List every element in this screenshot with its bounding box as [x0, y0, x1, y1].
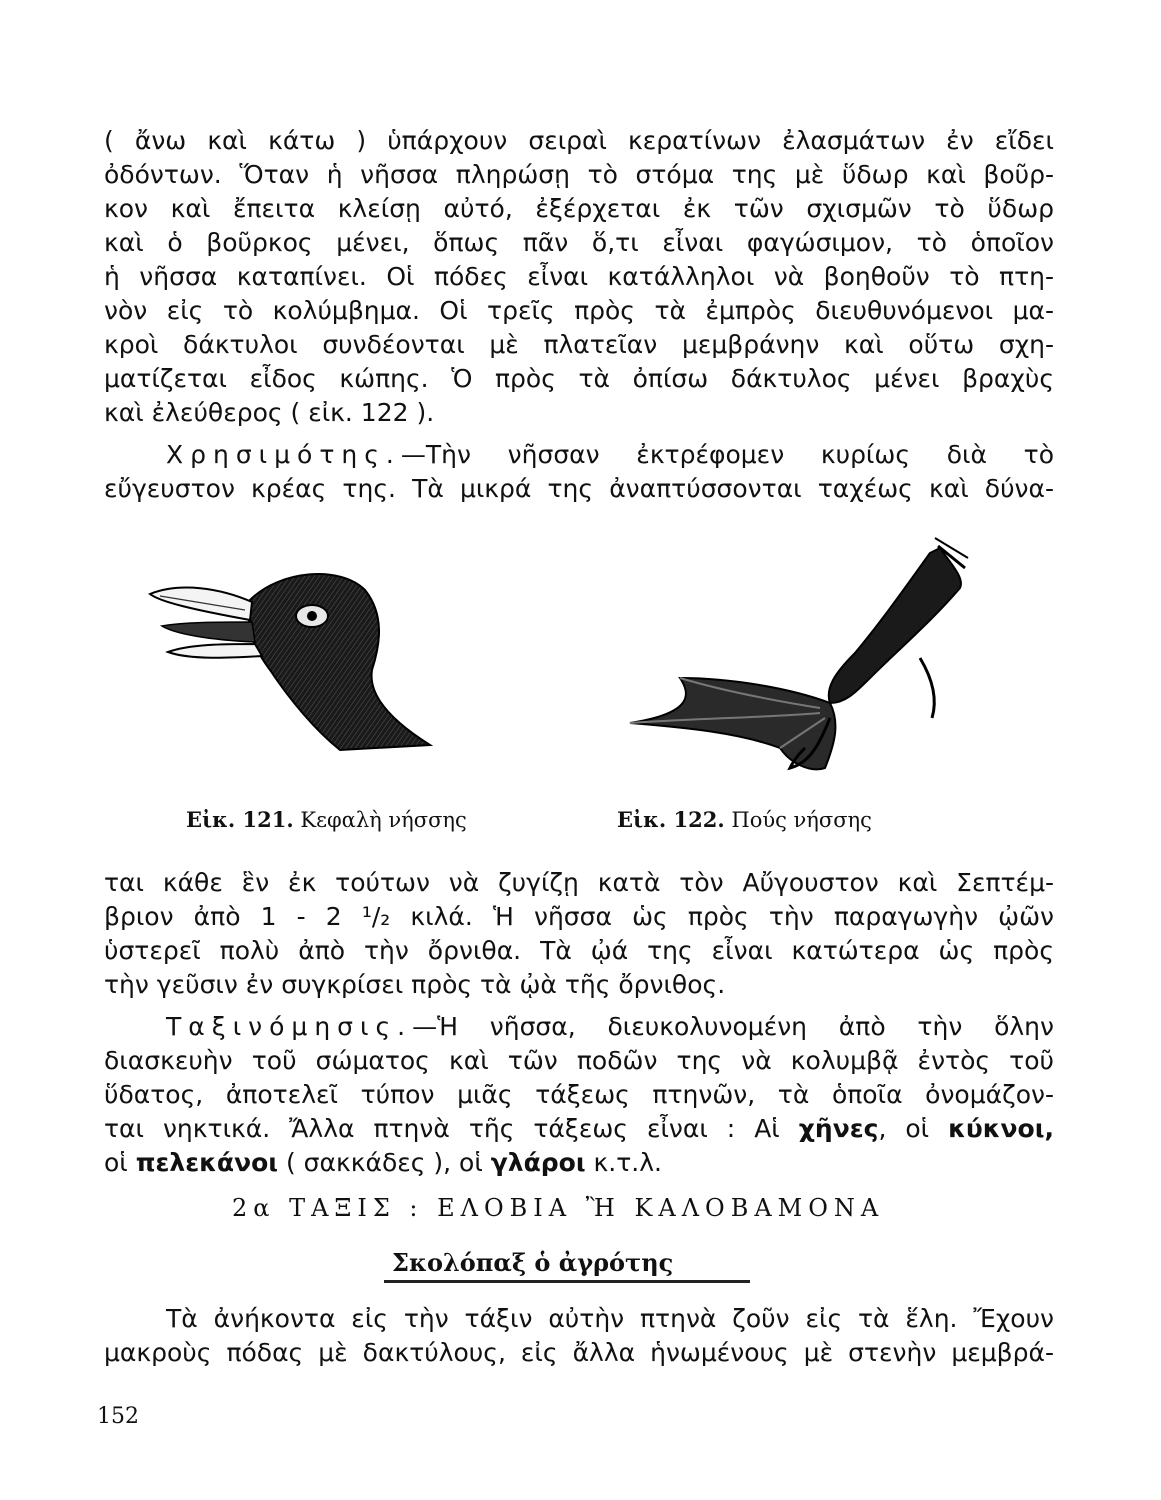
text-line [104, 1146, 1054, 1180]
text-span: ται νηκτικά. Ἄλλα πτηνὰ τῆς τάξεως εἶναι : Αἱ [104, 1114, 780, 1143]
classification-first-line [104, 1010, 1054, 1044]
text-line: ( ἄνω καὶ κάτω ) ὑπάρχουν σειραὶ κερατίνων ἐλασμάτων ἐν εἴδει [104, 126, 1054, 155]
text-line: ἡ νῆσσα καταπίνει. Οἱ πόδες εἶναι κατάλληλοι νὰ βοηθοῦν τὸ πτη- [104, 262, 1054, 291]
usefulness-paragraph [104, 438, 1054, 506]
duck-foot-illustration [620, 528, 980, 788]
classification-paragraph [104, 1010, 1054, 1180]
text-span: οἱ [104, 1148, 128, 1177]
text-line: καὶ ἐλεύθερος ( εἰκ. 122 ). [104, 398, 435, 427]
term-pelicans: πελεκάνοι [135, 1148, 279, 1177]
figure-121-number: Εἰκ. 121. [186, 807, 294, 832]
classification-label: Ταξινόμησις. [166, 1012, 413, 1041]
text-line [104, 1112, 1054, 1146]
text-line: εὔγευστον κρέας της. Τὰ μικρά της ἀναπτύσσονται ταχέως καὶ δύνα- [104, 474, 1054, 503]
duck-head-illustration [140, 560, 440, 760]
text-line: διασκευὴν τοῦ σώματος καὶ τῶν ποδῶν της νὰ κολυμβᾷ ἐντὸς τοῦ [104, 1046, 1054, 1075]
text-line: ται κάθε ἓν ἐκ τούτων νὰ ζυγίζῃ κατὰ τὸν Αὔγουστον καὶ Σεπτέμ- [104, 868, 1054, 897]
text-span: , οἱ [878, 1114, 930, 1143]
text-line: νὸν εἰς τὸ κολύμβημα. Οἱ τρεῖς πρὸς τὰ ἐμπρὸς διευθυνόμενοι μα- [104, 296, 1054, 325]
text-line: βριον ἀπὸ 1 - 2 ¹/₂ κιλά. Ἡ νῆσσα ὡς πρὸς τὴν παραγωγὴν ᾠῶν [104, 902, 1054, 931]
text-line: καὶ ὁ βοῦρκος μένει, ὅπως πᾶν ὅ,τι εἶναι φαγώσιμον, τὸ ὁποῖον [104, 228, 1054, 257]
heading-underline [384, 1280, 750, 1283]
text-line: ὕδατος, ἀποτελεῖ τύπον μιᾶς τάξεως πτηνῶν, τὰ ὁποῖα ὀνομάζον- [104, 1080, 1054, 1109]
text-line: τὴν γεῦσιν ἐν συγκρίσει πρὸς τὰ ᾠὰ τῆς ὄρνιθος. [104, 970, 726, 999]
term-gulls: γλάροι [490, 1148, 586, 1177]
term-swans: κύκνοι, [948, 1114, 1054, 1143]
text-line: μακροὺς πόδας μὲ δακτύλους, εἰς ἄλλα ἡνωμένους μὲ στενὴν μεμβρά- [104, 1338, 1054, 1367]
text-span: ( σακκάδες ), οἱ [285, 1148, 483, 1177]
text-line: ματίζεται εἶδος κώπης. Ὁ πρὸς τὰ ὀπίσω δάκτυλος μένει βραχὺς [104, 364, 1054, 393]
figure-121-caption [186, 807, 467, 832]
bottom-paragraph [104, 1302, 1054, 1370]
classification-text: —Ἡ νῆσσα, διευκολυνομένη ἀπὸ τὴν ὅλην [412, 1012, 1054, 1041]
text-span: κ.τ.λ. [593, 1148, 662, 1177]
usefulness-label: Χρησιμότης. [166, 440, 401, 469]
order-heading: 2α ΤΑΞΙΣ : ΕΛΟΒΙΑ Ἢ ΚΑΛΟΒΑΜΟΝΑ [232, 1194, 885, 1222]
text-line: κροὶ δάκτυλοι συνδέονται μὲ πλατεῖαν μεμβράνην καὶ οὕτω σχη- [104, 330, 1054, 359]
text-line: ὀδόντων. Ὅταν ἡ νῆσσα πληρώσῃ τὸ στόμα της μὲ ὕδωρ καὶ βοῦρ- [104, 160, 1054, 189]
species-heading: Σκολόπαξ ὁ ἀγρότης [392, 1248, 674, 1277]
usefulness-first-line [104, 438, 1054, 472]
text-line: Τὰ ἀνήκοντα εἰς τὴν τάξιν αὐτὴν πτηνὰ ζοῦν εἰς τὰ ἕλη. Ἔχουν [166, 1304, 1054, 1333]
term-geese: χῆνες [798, 1114, 879, 1143]
figure-122-caption [617, 807, 872, 832]
usefulness-text: —Τὴν νῆσσαν ἐκτρέφομεν κυρίως διὰ τὸ [400, 440, 1054, 469]
text-line: ὑστερεῖ πολὺ ἀπὸ τὴν ὄρνιθα. Τὰ ᾠά της εἶναι κατώτερα ὡς πρὸς [104, 936, 1054, 965]
top-paragraph [104, 124, 1054, 430]
text-line: κον καὶ ἔπειτα κλείσῃ αὐτό, ἐξέρχεται ἐκ τῶν σχισμῶν τὸ ὕδωρ [104, 194, 1054, 223]
figure-121-title: Κεφαλὴ νήσσης [300, 808, 467, 832]
figure-122-number: Εἰκ. 122. [617, 807, 725, 832]
continuation-paragraph [104, 866, 1054, 1002]
page-number: 152 [97, 1404, 139, 1429]
figure-122-title: Πούς νήσσης [731, 808, 872, 832]
